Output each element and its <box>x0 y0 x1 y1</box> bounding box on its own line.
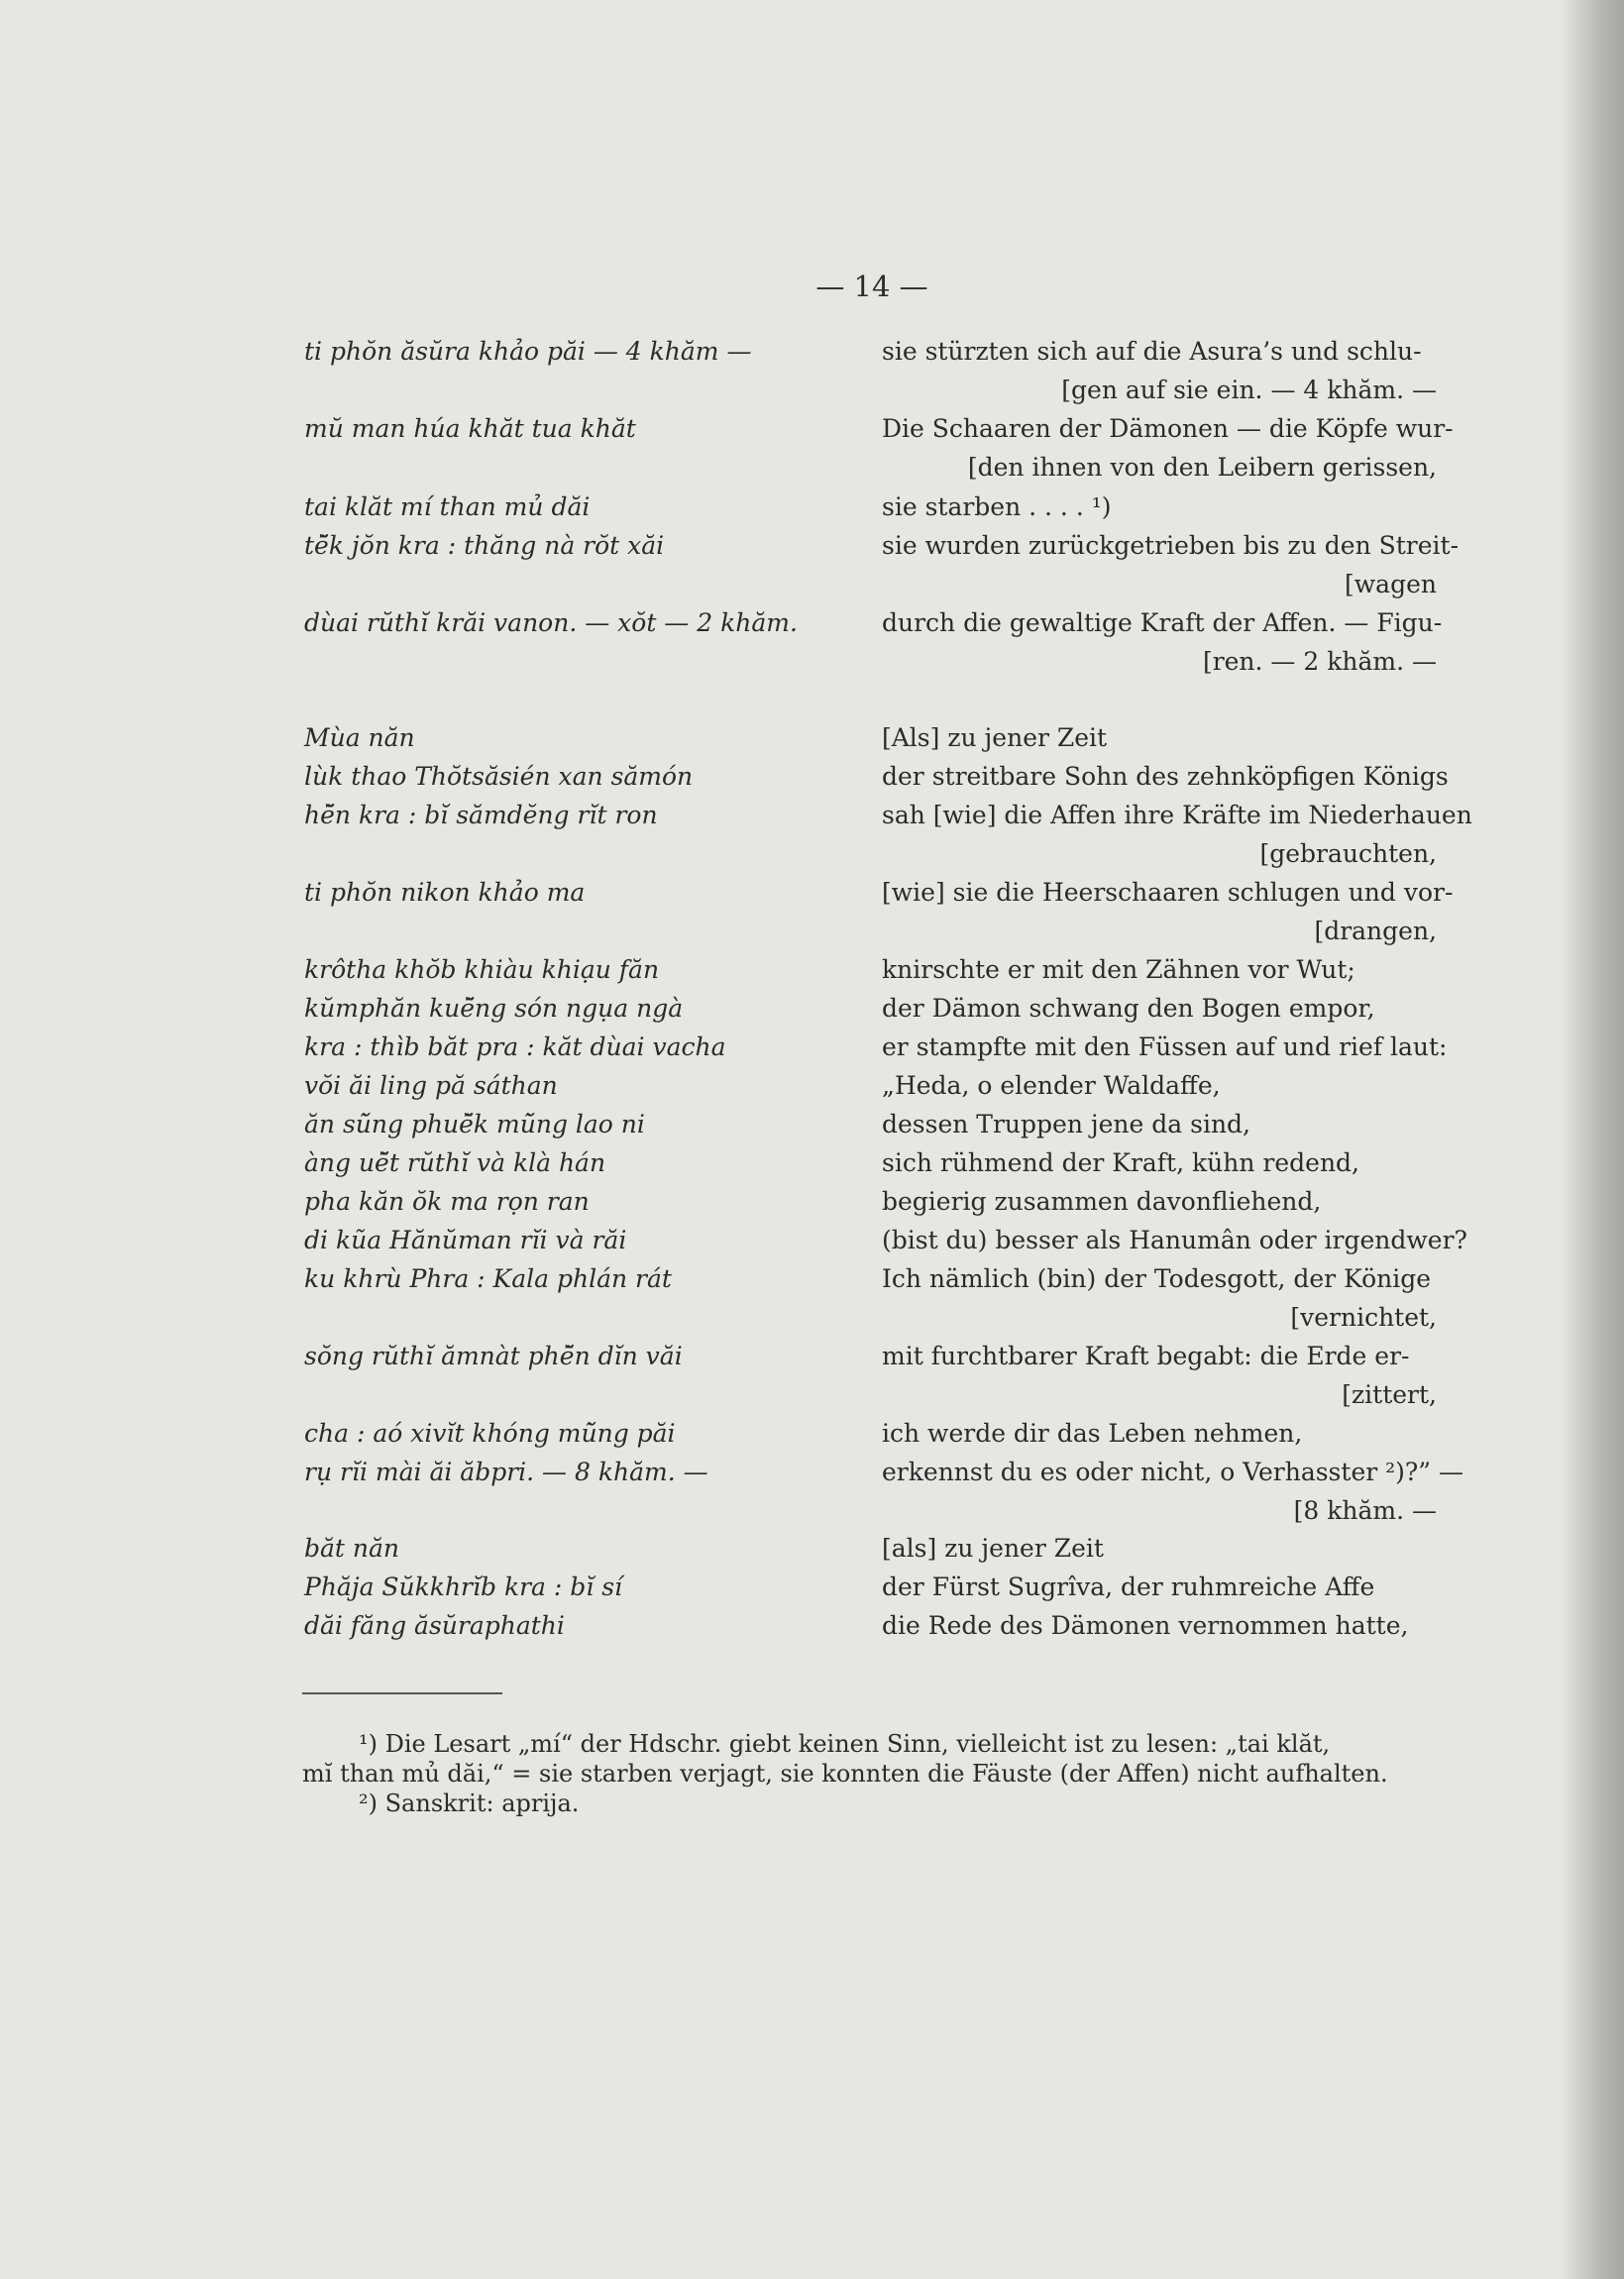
thai-line: dăi făng ăsŭraphathi <box>304 1611 565 1640</box>
thai-line: cha : aó xivĭt khóng mũ̆ng păi <box>304 1419 676 1448</box>
german-line: erkennst du es oder nicht, o Verhasster ²)?” — <box>882 1458 1464 1486</box>
german-line: Die Schaaren der Dämonen — die Köpfe wur- <box>882 414 1454 443</box>
thai-line: kra : thìb băt pra : kăt dùai vacha <box>304 1032 726 1061</box>
page-number: — 14 — <box>815 270 928 303</box>
thai-line: băt năn <box>304 1534 400 1563</box>
german-line: sie wurden zurückgetrieben bis zu den Streit- <box>882 531 1460 560</box>
footnote-1: ¹) Die Lesart „mí“ der Hdschr. giebt keinen Sinn, vielleicht ist zu lesen: „tai klăt, <box>359 1730 1331 1758</box>
german-line: [gen auf sie ein. — 4 khăm. — <box>1061 376 1437 404</box>
thai-line: ti phŏn ăsŭra khảo păi — 4 khăm — <box>304 337 752 366</box>
german-line: [8 khăm. — <box>1293 1496 1437 1525</box>
thai-line: tẽ̆k jŏn kra : thăng nà rŏt xăi <box>304 531 665 560</box>
thai-line: ku khrù Phra : Kala phlán rát <box>304 1264 672 1293</box>
german-line: [als] zu jener Zeit <box>882 1534 1104 1563</box>
thai-line: vŏi ăi ling pă sáthan <box>304 1071 558 1100</box>
thai-line: hẽ̆n kra : bĭ sămdĕng rĭt ron <box>304 801 658 829</box>
german-line: „Heda, o elender Waldaffe, <box>882 1071 1221 1100</box>
german-line: dessen Truppen jene da sind, <box>882 1110 1250 1139</box>
german-line: sich rühmend der Kraft, kühn redend, <box>882 1148 1359 1177</box>
german-line: sie stürzten sich auf die Asura’s und schlu- <box>882 337 1422 366</box>
thai-line: rụ rĭi mài ăi ăbpri. — 8 khăm. — <box>304 1458 708 1486</box>
thai-line: mŭ man húa khăt tua khăt <box>304 414 636 443</box>
thai-line: di kũa Hănŭman rĭi và răi <box>304 1226 627 1254</box>
footnote-divider <box>302 1692 502 1694</box>
thai-line: lùk thao Thŏtsăsién xan sămón <box>304 762 694 791</box>
german-line: [den ihnen von den Leibern gerissen, <box>967 453 1437 482</box>
german-line: er stampfte mit den Füssen auf und rief laut: <box>882 1032 1448 1061</box>
thai-line: ăn sũ̆ng phuẽ̆k mũ̆ng lao ni <box>304 1110 645 1139</box>
german-line: [wagen <box>1345 570 1437 598</box>
german-line: [wie] sie die Heerschaaren schlugen und vor- <box>882 878 1454 907</box>
thai-line: krôtha khŏb khiàu khiạu făn <box>304 955 660 984</box>
german-line: [drangen, <box>1314 917 1437 945</box>
german-line: knirschte er mit den Zähnen vor Wut; <box>882 955 1355 984</box>
german-line: [zittert, <box>1342 1380 1437 1409</box>
thai-line: dùai rŭthĭ krăi vanon. — xŏt — 2 khăm. <box>304 608 798 637</box>
german-line: sah [wie] die Affen ihre Kräfte im Niederhauen <box>882 801 1472 829</box>
thai-line: àng uẽ̆t rŭthĭ và klà hán <box>304 1148 606 1177</box>
thai-line: kŭmphăn kuẽ̆ng són ngụa ngà <box>304 994 684 1023</box>
german-line: Ich nämlich (bin) der Todesgott, der Könige <box>882 1264 1432 1293</box>
german-line: der Fürst Sugrîva, der ruhmreiche Affe <box>882 1573 1375 1601</box>
german-line: [vernichtet, <box>1290 1303 1437 1332</box>
german-line: [Als] zu jener Zeit <box>882 723 1108 752</box>
german-line: ich werde dir das Leben nehmen, <box>882 1419 1303 1448</box>
german-line: durch die gewaltige Kraft der Affen. — Figu- <box>882 608 1443 637</box>
page-edge-shadow <box>1561 0 1624 2279</box>
german-line: begierig zusammen davonfliehend, <box>882 1187 1322 1216</box>
thai-line: Mùa năn <box>304 723 415 752</box>
footnote-2: ²) Sanskrit: aprija. <box>359 1790 580 1817</box>
thai-line: tai klăt mí than mủ dăi <box>304 492 591 521</box>
german-line: [ren. — 2 khăm. — <box>1202 647 1437 676</box>
thai-line: ti phŏn nikon khảo ma <box>304 878 586 907</box>
thai-line: sŏng rŭthĭ ămnàt phẽ̆n dĭn văi <box>304 1342 683 1370</box>
german-line: sie starben . . . . ¹) <box>882 492 1112 521</box>
footnote-1-continued: mĭ than mủ dăi,“ = sie starben verjagt, sie konnten die Fäuste (der Affen) nicht aufhalten. <box>302 1760 1388 1788</box>
german-line: der Dämon schwang den Bogen empor, <box>882 994 1375 1023</box>
german-line: (bist du) besser als Hanumân oder irgendwer? <box>882 1226 1467 1254</box>
german-line: mit furchtbarer Kraft begabt: die Erde er- <box>882 1342 1410 1370</box>
german-line: [gebrauchten, <box>1259 839 1437 868</box>
german-line: die Rede des Dämonen vernommen hatte, <box>882 1611 1409 1640</box>
thai-line: pha kăn ŏk ma rọn ran <box>304 1187 590 1216</box>
thai-line: Phăja Sŭkkhrĭb kra : bĭ sí <box>304 1573 623 1601</box>
german-line: der streitbare Sohn des zehnköpfigen Königs <box>882 762 1449 791</box>
